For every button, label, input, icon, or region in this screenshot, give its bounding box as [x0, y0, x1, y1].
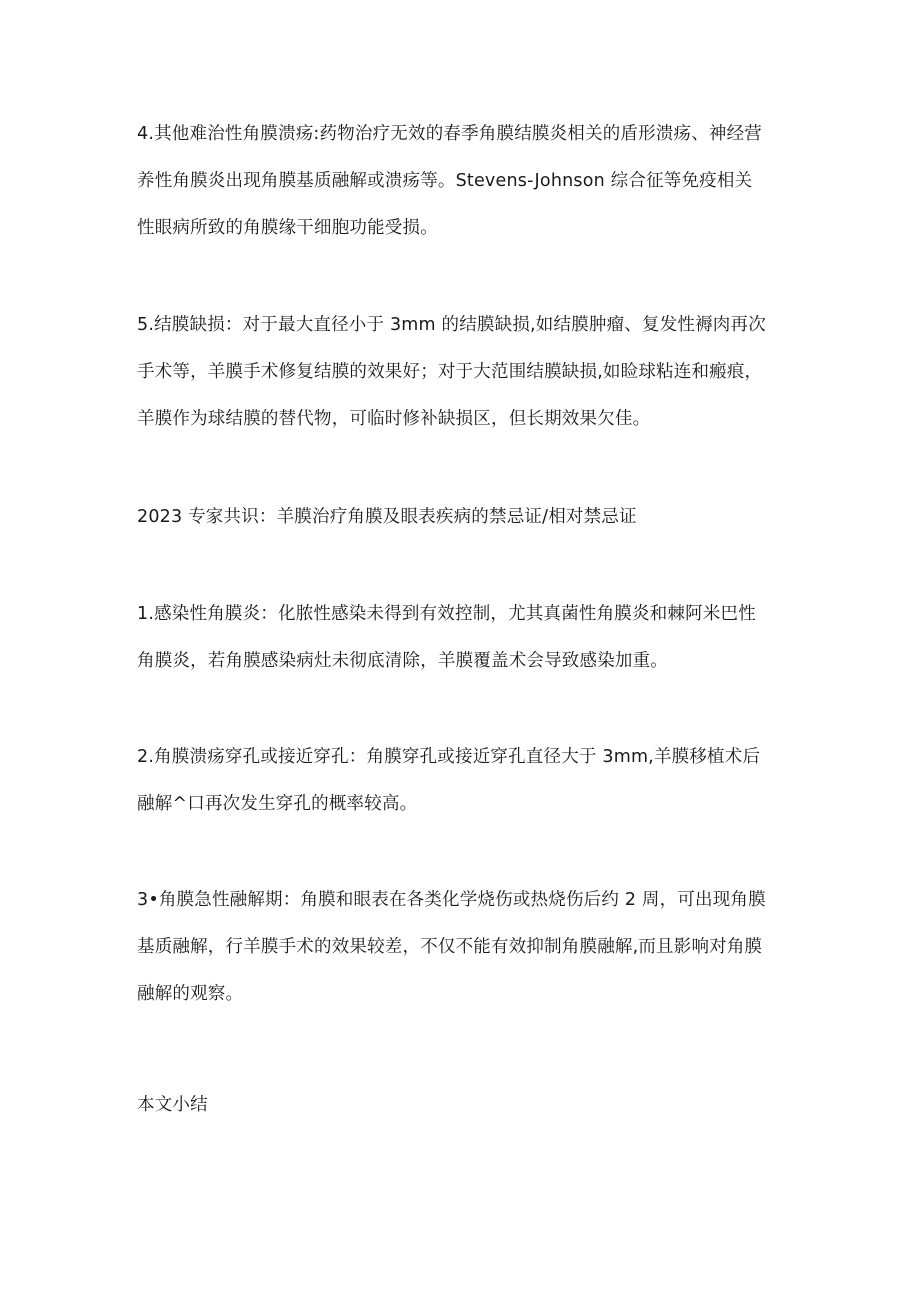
paragraph-line: 羊膜作为球结膜的替代物，可临时修补缺损区，但长期效果欠佳。: [137, 409, 651, 429]
paragraph-line: 角膜炎，若角膜感染病灶未彻底清除，羊膜覆盖术会导致感染加重。: [137, 651, 668, 671]
paragraph-other-refractory-ulcers: [137, 111, 797, 252]
heading-line: 本文小结: [137, 1095, 208, 1115]
paragraph-line: 1.感染性角膜炎：化脓性感染未得到有效控制，尤其真菌性角膜炎和棘阿米巴性: [137, 604, 756, 624]
paragraph-line: 2.角膜溃疡穿孔或接近穿孔：角膜穿孔或接近穿孔直径大于 3mm,羊膜移植术后: [137, 747, 761, 767]
paragraph-line: 4.其他难治性角膜溃疡:药物治疗无效的春季角膜结膜炎相关的盾形溃疡、神经营: [137, 124, 762, 144]
section-heading-contraindications: [137, 494, 797, 541]
paragraph-line: 融解^口再次发生穿孔的概率较高。: [137, 794, 418, 814]
paragraph-line: 3•角膜急性融解期：角膜和眼表在各类化学烧伤或热烧伤后约 2 周，可出现角膜: [137, 890, 766, 910]
section-heading-summary: [137, 1082, 797, 1129]
paragraph-line: 养性角膜炎出现角膜基质融解或溃疡等。Stevens-Johnson 综合征等免疫相关: [137, 171, 753, 191]
paragraph-line: 基质融解，行羊膜手术的效果较差，不仅不能有效抑制角膜融解,而且影响对角膜: [137, 937, 763, 957]
paragraph-line: 手术等，羊膜手术修复结膜的效果好；对于大范围结膜缺损,如睑球粘连和瘢痕，: [137, 362, 763, 382]
heading-line: 2023 专家共识：羊膜治疗角膜及眼表疾病的禁忌证/相对禁忌证: [137, 507, 637, 527]
paragraph-corneal-perforation: [137, 734, 797, 828]
paragraph-conjunctival-defect: [137, 302, 797, 443]
paragraph-line: 性眼病所致的角膜缘干细胞功能受损。: [137, 218, 438, 238]
paragraph-infectious-keratitis: [137, 591, 797, 685]
paragraph-acute-melting: [137, 877, 797, 1018]
paragraph-line: 融解的观察。: [137, 984, 244, 1004]
paragraph-line: 5.结膜缺损：对于最大直径小于 3mm 的结膜缺损,如结膜肿瘤、复发性褥肉再次: [137, 315, 766, 335]
